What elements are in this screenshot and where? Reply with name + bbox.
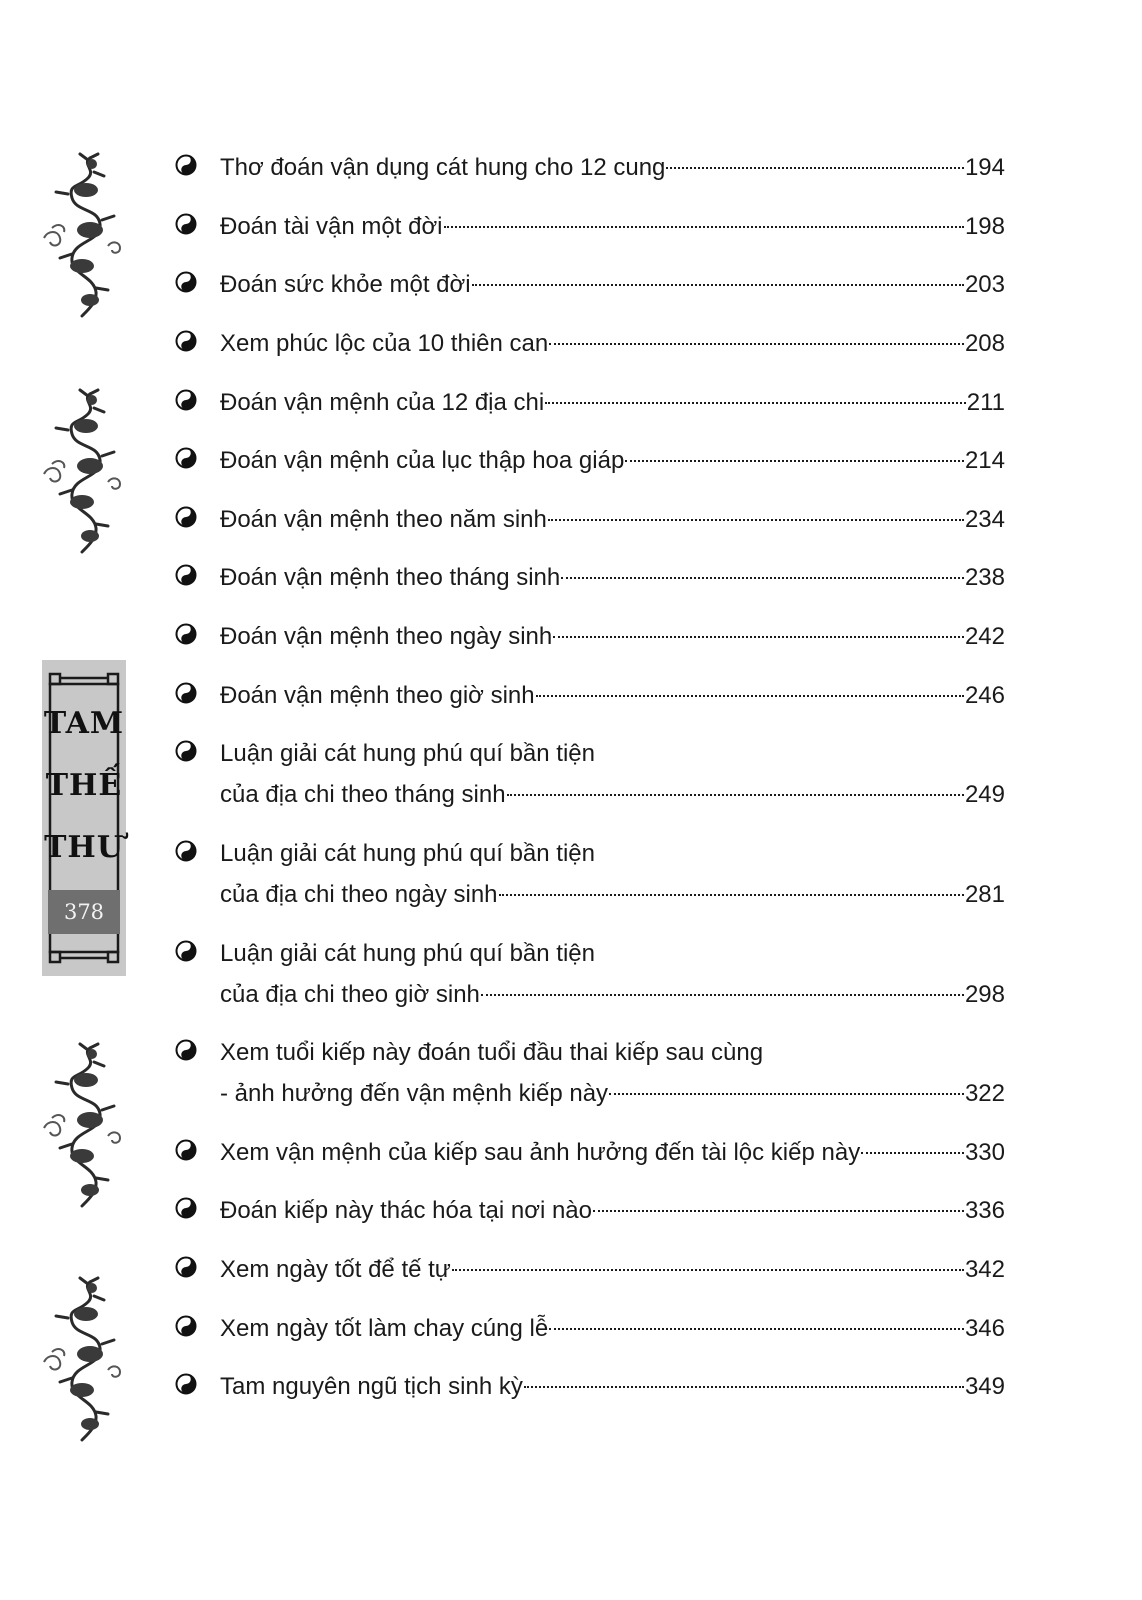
- yin-yang-icon: [175, 840, 197, 862]
- toc-entry-title: Xem vận mệnh của kiếp sau ảnh hưởng đến tài lộc kiếp này: [220, 1139, 861, 1166]
- toc-entry-line-with-page: [220, 562, 1005, 594]
- toc-entry-title: Xem ngày tốt làm chay cúng lễ: [220, 1315, 549, 1342]
- dot-leader: [536, 695, 964, 697]
- toc-entry[interactable]: [175, 1254, 1005, 1286]
- toc-entry[interactable]: [175, 680, 1005, 712]
- dot-leader: [861, 1152, 964, 1154]
- yin-yang-icon: [175, 389, 197, 411]
- page-number: 378: [48, 890, 120, 934]
- dragon-icon: [38, 1040, 130, 1210]
- toc-entry-title: Xem phúc lộc của 10 thiên can: [220, 330, 549, 357]
- dot-leader: [666, 167, 964, 169]
- toc-entry-line-with-page: [220, 1195, 1005, 1227]
- toc-page-number: 242: [964, 623, 1005, 650]
- toc-page-number: 349: [964, 1373, 1005, 1400]
- toc-entry-line-with-page: [220, 979, 1005, 1011]
- toc-entry-title: Luận giải cát hung phú quí bần tiện: [220, 840, 595, 867]
- toc-page-number: 342: [964, 1256, 1005, 1283]
- dragon-icon: [38, 150, 130, 320]
- yin-yang-icon: [175, 940, 197, 962]
- toc-entry-title: Đoán vận mệnh của lục thập hoa giáp: [220, 447, 625, 474]
- yin-yang-icon: [175, 330, 197, 352]
- toc-entry[interactable]: [175, 1037, 1005, 1110]
- toc-entry[interactable]: [175, 269, 1005, 301]
- toc-page-number: 208: [964, 330, 1005, 357]
- toc-entry-line-with-page: [220, 445, 1005, 477]
- toc-entry-title: Xem tuổi kiếp này đoán tuổi đầu thai kiếp sau cùng: [220, 1039, 764, 1066]
- dot-leader: [548, 519, 964, 521]
- dragon-icon: [38, 1274, 130, 1444]
- side-title-line: TAM: [43, 706, 125, 741]
- toc-page-number: 281: [964, 881, 1005, 908]
- toc-page-number: 194: [964, 154, 1005, 181]
- toc-page-number: 249: [964, 781, 1005, 808]
- toc-entry-title: của địa chi theo giờ sinh: [220, 981, 480, 1008]
- toc-entry-line-with-page: [220, 680, 1005, 712]
- toc-entry-line-with-page: [220, 269, 1005, 301]
- toc-entry-line-with-page: [220, 211, 1005, 243]
- side-title-line: THẾ: [45, 768, 123, 803]
- toc-entry-line-with-page: [220, 387, 1005, 419]
- dragon-icon: [38, 386, 130, 556]
- toc-entry-title: Thơ đoán vận dụng cát hung cho 12 cung: [220, 154, 666, 181]
- yin-yang-icon: [175, 154, 197, 176]
- toc-entry[interactable]: [175, 738, 1005, 811]
- dot-leader: [507, 794, 964, 796]
- toc-entry[interactable]: [175, 1195, 1005, 1227]
- toc-page-number: 238: [964, 564, 1005, 591]
- toc-entry-title: Luận giải cát hung phú quí bần tiện: [220, 940, 595, 967]
- yin-yang-icon: [175, 213, 197, 235]
- yin-yang-icon: [175, 682, 197, 704]
- yin-yang-icon: [175, 740, 197, 762]
- yin-yang-icon: [175, 623, 197, 645]
- toc-entry[interactable]: [175, 938, 1005, 1011]
- toc-entry-title: Đoán vận mệnh theo năm sinh: [220, 506, 547, 533]
- toc-page-number: 298: [964, 981, 1005, 1008]
- toc-entry-title: Đoán kiếp này thác hóa tại nơi nào: [220, 1197, 592, 1224]
- dot-leader: [499, 894, 964, 896]
- yin-yang-icon: [175, 271, 197, 293]
- toc-page-number: 246: [964, 682, 1005, 709]
- toc-entry-line-with-page: [220, 1137, 1005, 1169]
- toc-entry-line-with-page: [220, 152, 1005, 184]
- toc-entry[interactable]: [175, 328, 1005, 360]
- yin-yang-icon: [175, 1039, 197, 1061]
- dot-leader: [472, 284, 964, 286]
- toc-entry-title: Đoán sức khỏe một đời: [220, 271, 471, 298]
- toc-entry[interactable]: [175, 211, 1005, 243]
- dot-leader: [524, 1386, 964, 1388]
- yin-yang-icon: [175, 1139, 197, 1161]
- toc-entry-title: Đoán vận mệnh của 12 địa chi: [220, 389, 545, 416]
- toc-entry-title: Đoán vận mệnh theo giờ sinh: [220, 682, 535, 709]
- toc-entry-line-with-page: [220, 879, 1005, 911]
- toc-page-number: 198: [964, 213, 1005, 240]
- toc-entry-line: [220, 838, 1005, 870]
- toc-page-number: 203: [964, 271, 1005, 298]
- toc-page-number: 322: [964, 1080, 1005, 1107]
- toc-entry-title: Xem ngày tốt để tế tự: [220, 1256, 451, 1283]
- toc-entry-title: của địa chi theo ngày sinh: [220, 881, 498, 908]
- toc-entry-line-with-page: [220, 779, 1005, 811]
- dot-leader: [625, 460, 964, 462]
- toc-entry-line: [220, 938, 1005, 970]
- toc-entry[interactable]: [175, 562, 1005, 594]
- toc-entry[interactable]: [175, 387, 1005, 419]
- dot-leader: [481, 994, 964, 996]
- toc-entry-line-with-page: [220, 504, 1005, 536]
- yin-yang-icon: [175, 1315, 197, 1337]
- dot-leader: [561, 577, 964, 579]
- dot-leader: [593, 1210, 964, 1212]
- toc-entry[interactable]: [175, 621, 1005, 653]
- yin-yang-icon: [175, 1373, 197, 1395]
- toc-entry-title: Đoán vận mệnh theo tháng sinh: [220, 564, 561, 591]
- toc-entry-title: của địa chi theo tháng sinh: [220, 781, 506, 808]
- side-title-line: THƯ: [44, 830, 124, 865]
- toc-entry-line: [220, 738, 1005, 770]
- toc-page-number: 346: [964, 1315, 1005, 1342]
- toc-entry[interactable]: [175, 445, 1005, 477]
- toc-entry-line-with-page: [220, 328, 1005, 360]
- yin-yang-icon: [175, 447, 197, 469]
- toc-entry-line-with-page: [220, 1254, 1005, 1286]
- toc-entry[interactable]: [175, 838, 1005, 911]
- toc-entry[interactable]: [175, 1313, 1005, 1345]
- toc-page-number: 214: [964, 447, 1005, 474]
- toc-entry-line-with-page: [220, 621, 1005, 653]
- toc-page-number: 330: [964, 1139, 1005, 1166]
- dot-leader: [545, 402, 966, 404]
- dot-leader: [549, 1328, 964, 1330]
- toc-entry-line-with-page: [220, 1371, 1005, 1403]
- toc-entry-line-with-page: [220, 1078, 1005, 1110]
- toc-entry-title: Đoán vận mệnh theo ngày sinh: [220, 623, 553, 650]
- toc-entry[interactable]: [175, 504, 1005, 536]
- toc-entry-title: Luận giải cát hung phú quí bần tiện: [220, 740, 595, 767]
- toc-entry-title: - ảnh hưởng đến vận mệnh kiếp này: [220, 1080, 609, 1107]
- toc-entry[interactable]: [175, 1371, 1005, 1403]
- yin-yang-icon: [175, 1256, 197, 1278]
- dot-leader: [609, 1093, 964, 1095]
- yin-yang-icon: [175, 1197, 197, 1219]
- toc-entry-line: [220, 1037, 1005, 1069]
- dot-leader: [452, 1269, 964, 1271]
- toc-entry-line-with-page: [220, 1313, 1005, 1345]
- toc-page-number: 211: [966, 389, 1005, 416]
- toc-entry-title: Đoán tài vận một đời: [220, 213, 443, 240]
- yin-yang-icon: [175, 506, 197, 528]
- toc-page-number: 336: [964, 1197, 1005, 1224]
- toc-entry[interactable]: [175, 1137, 1005, 1169]
- toc-entry[interactable]: [175, 152, 1005, 184]
- toc-page-number: 234: [964, 506, 1005, 533]
- yin-yang-icon: [175, 564, 197, 586]
- toc-entry-title: Tam nguyên ngũ tịch sinh kỳ: [220, 1373, 523, 1400]
- dot-leader: [549, 343, 964, 345]
- book-title-tab: [42, 660, 126, 976]
- dot-leader: [553, 636, 964, 638]
- dot-leader: [444, 226, 964, 228]
